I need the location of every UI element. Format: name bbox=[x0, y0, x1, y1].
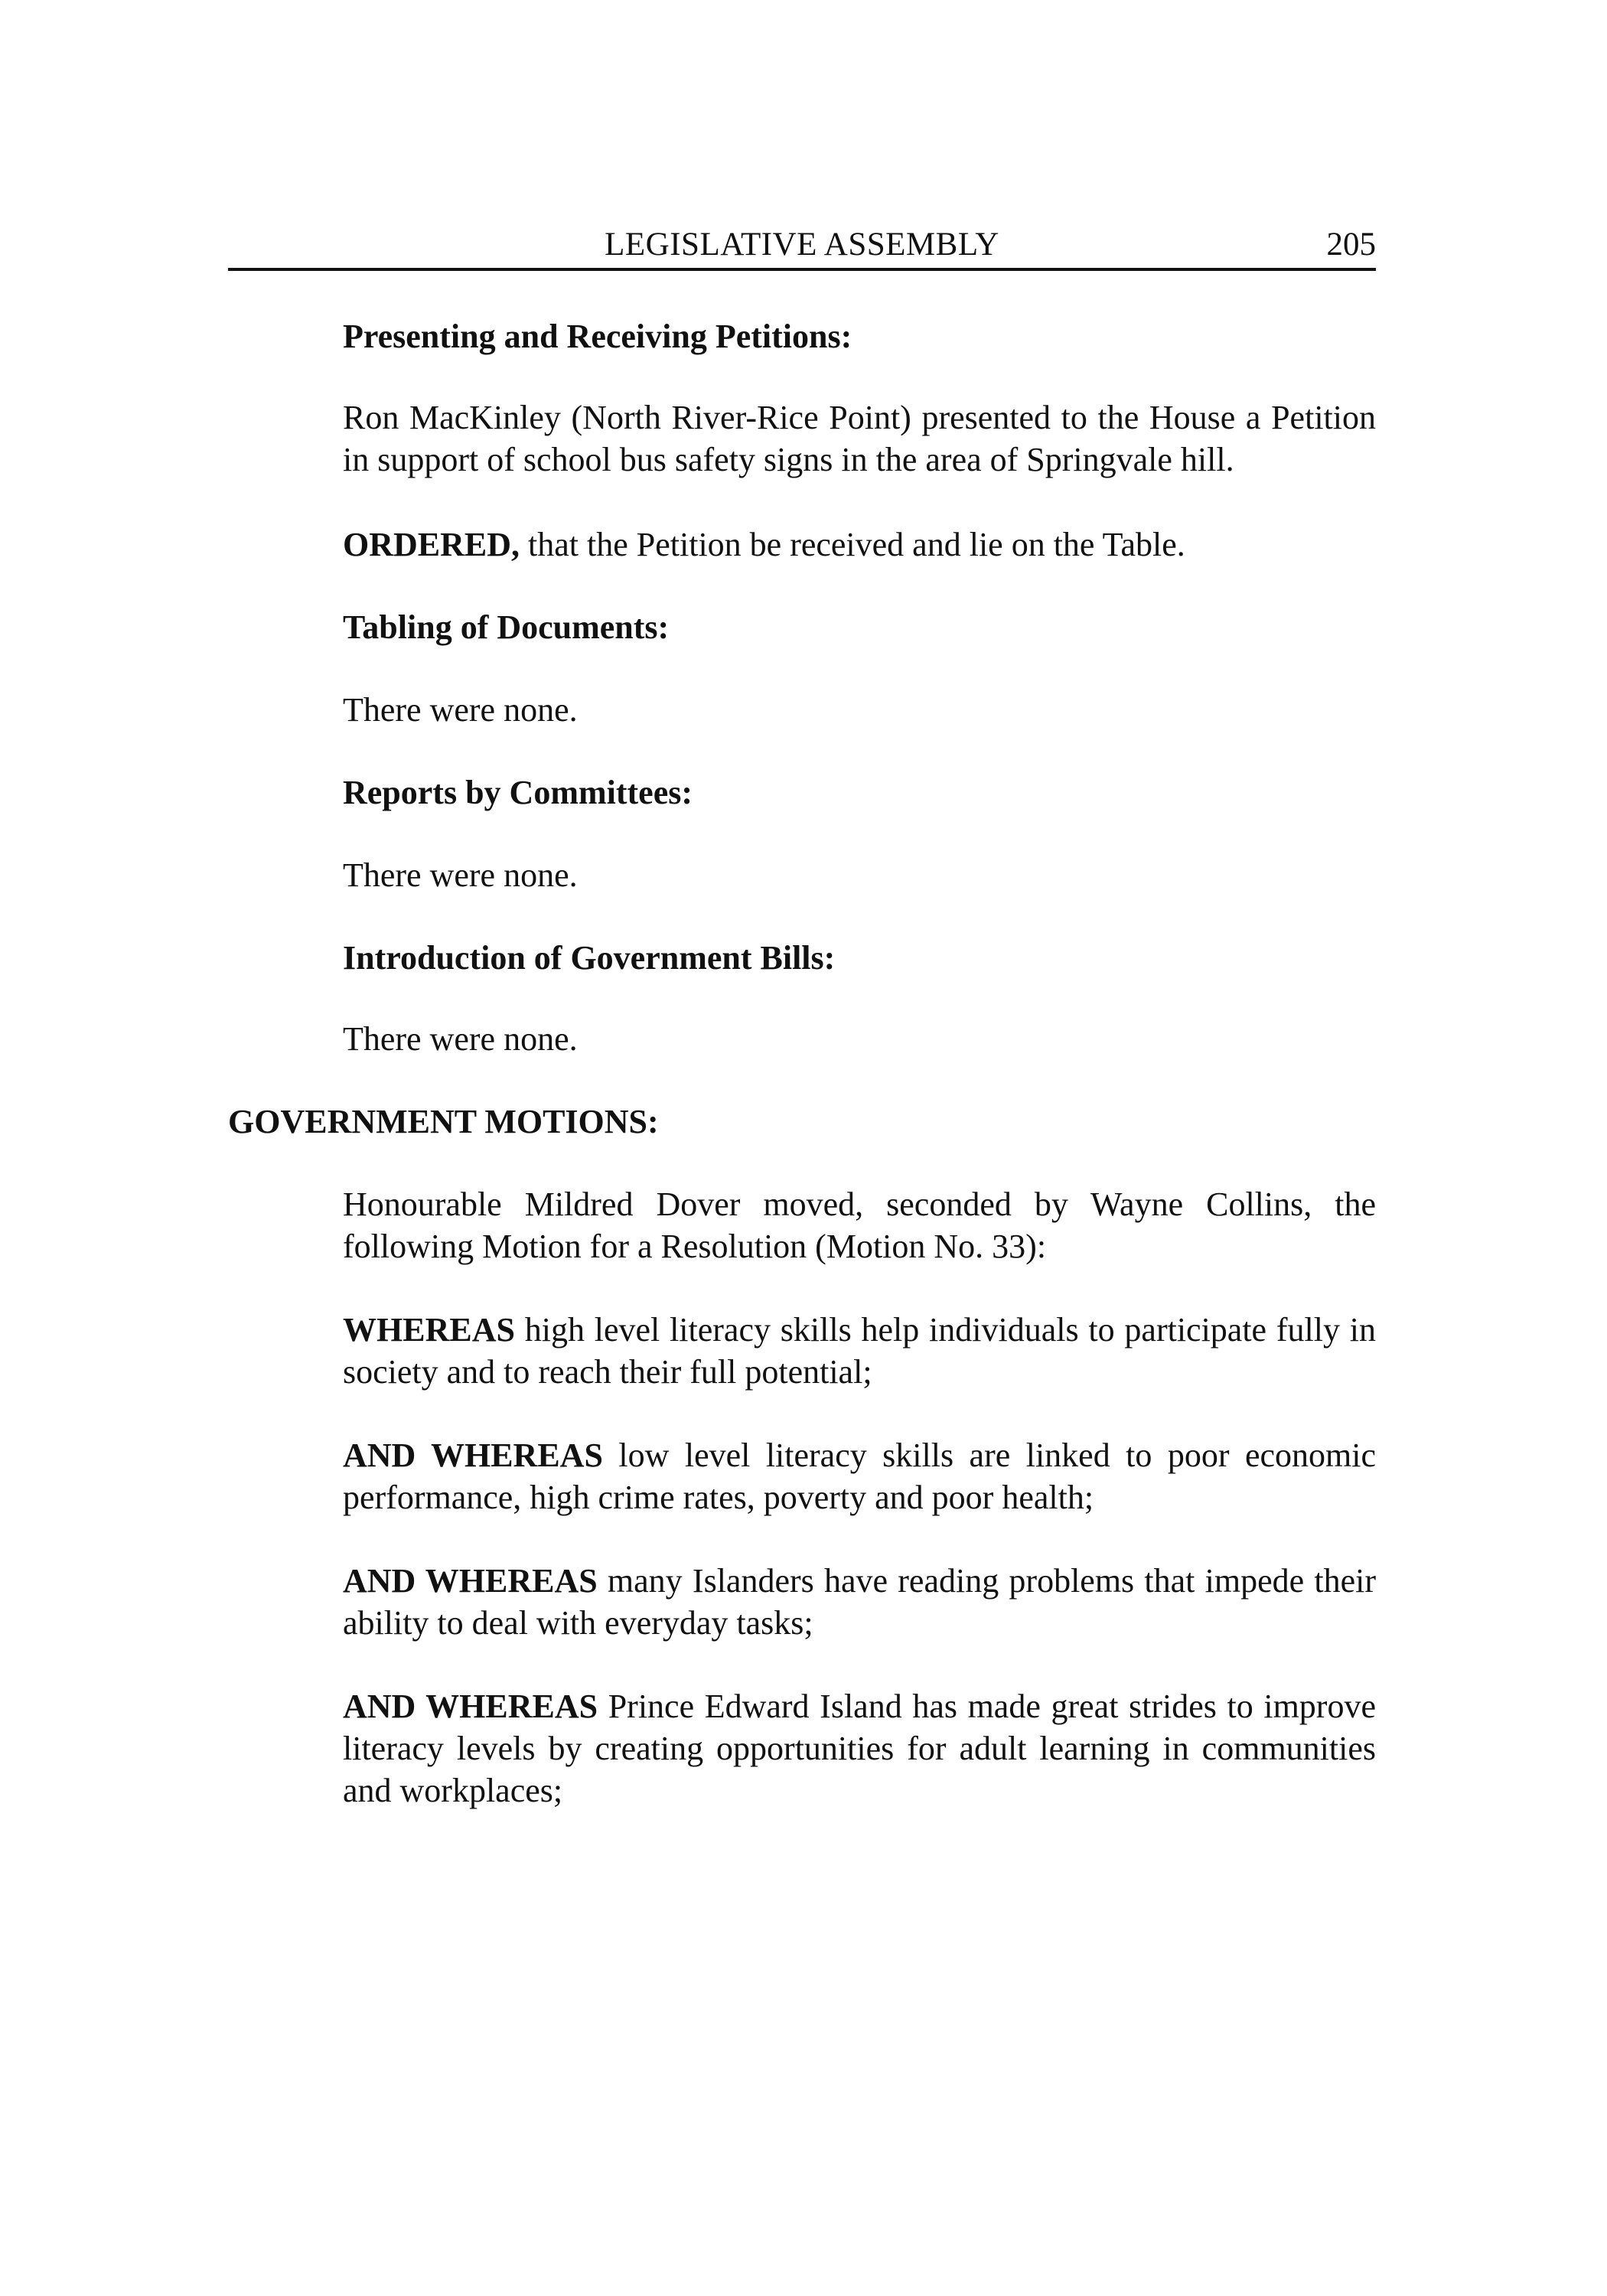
clause-keyword: WHEREAS bbox=[343, 1311, 515, 1349]
clause-keyword: AND WHEREAS bbox=[343, 1562, 598, 1600]
ordered-paragraph bbox=[343, 523, 1376, 566]
clause-text: low level literacy skills are linked to poor economic performance, high crime rates, poverty and poor health; bbox=[343, 1437, 1376, 1516]
tabling-heading: Tabling of Documents: bbox=[343, 608, 670, 646]
clause-text: many Islanders have reading problems that impede their ability to deal with everyday tasks; bbox=[343, 1562, 1376, 1642]
reports-text: There were none. bbox=[343, 856, 578, 894]
whereas-clause bbox=[343, 1560, 1376, 1644]
petitions-paragraph: Ron MacKinley (North River-Rice Point) presented to the House a Petition in support of school bus safety signs in the area of Springvale hill. bbox=[343, 399, 1376, 478]
running-title: LEGISLATIVE ASSEMBLY bbox=[605, 227, 999, 263]
clause-keyword: AND WHEREAS bbox=[343, 1437, 603, 1474]
tabling-text: There were none. bbox=[343, 691, 578, 729]
petitions-heading: Presenting and Receiving Petitions: bbox=[343, 318, 852, 355]
ordered-keyword: ORDERED, bbox=[343, 526, 520, 563]
whereas-clause bbox=[343, 1434, 1376, 1518]
clause-text: high level literacy skills help individuals to participate fully in society and to reach their full potential; bbox=[343, 1311, 1376, 1391]
whereas-clause bbox=[343, 1309, 1376, 1393]
motion-intro-paragraph: Honourable Mildred Dover moved, seconded by Wayne Collins, the following Motion for a Resolution (Motion No. 33): bbox=[343, 1186, 1376, 1265]
government-motions-heading: GOVERNMENT MOTIONS: bbox=[228, 1103, 659, 1140]
bills-text: There were none. bbox=[343, 1020, 578, 1058]
page-number: 205 bbox=[1326, 227, 1376, 263]
clause-text: Prince Edward Island has made great strides to improve literacy levels by creating opportunities for adult learning in communities and workplaces; bbox=[343, 1688, 1376, 1809]
clause-keyword: AND WHEREAS bbox=[343, 1688, 598, 1725]
page-header bbox=[228, 222, 1376, 271]
reports-heading: Reports by Committees: bbox=[343, 774, 693, 811]
ordered-text: that the Petition be received and lie on the Table. bbox=[520, 526, 1185, 563]
whereas-clause bbox=[343, 1685, 1376, 1812]
bills-heading: Introduction of Government Bills: bbox=[343, 939, 836, 977]
